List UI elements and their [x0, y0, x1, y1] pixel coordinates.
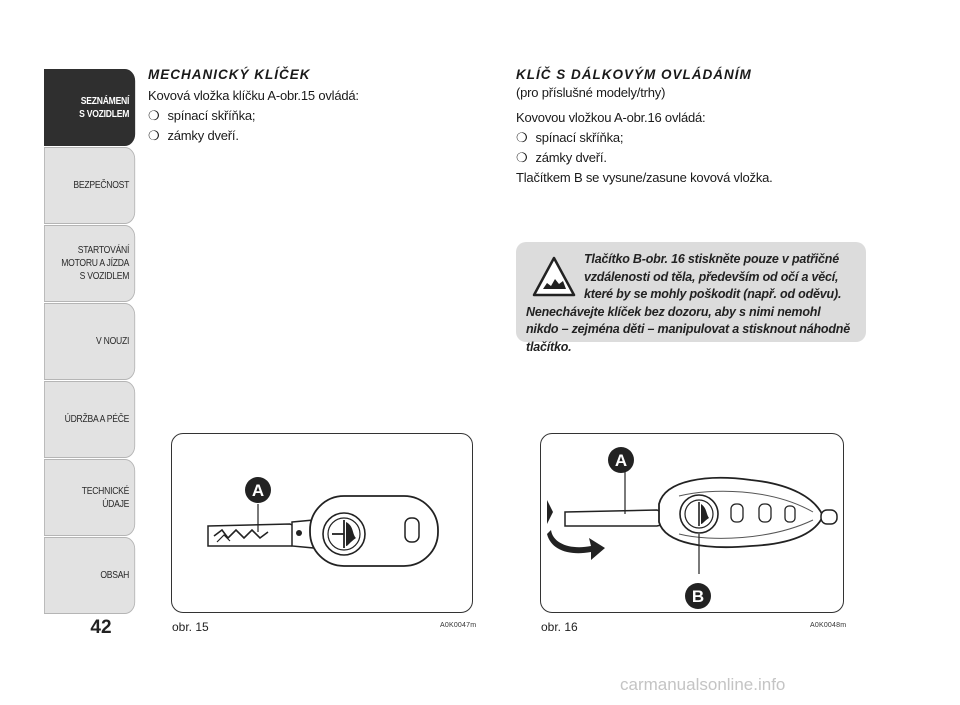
tab-label: V NOUZI: [96, 336, 130, 347]
note-text: Tlačítkem B se vysune/zasune kovová vložka.: [516, 170, 773, 185]
bullet-icon: ❍: [516, 130, 528, 145]
sidebar-tab-startovani[interactable]: [44, 225, 135, 302]
watermark: carmanualsonline.info: [620, 675, 786, 694]
figure-code: A0K0047m: [440, 622, 477, 629]
callout-label: B: [691, 587, 705, 606]
list-item: [516, 148, 866, 168]
bullet-icon: ❍: [148, 128, 160, 143]
callout-label: A: [614, 451, 628, 470]
intro-text: Kovová vložka klíčku A-obr.15 ovládá:: [148, 88, 359, 103]
warning-triangle-icon: [532, 255, 576, 299]
callout-label: A: [251, 481, 265, 500]
section-heading: MECHANICKÝ KLÍČEK: [148, 67, 311, 82]
list-item: [148, 126, 478, 146]
sidebar-tab-udrzba[interactable]: [44, 381, 135, 458]
figure-code: A0K0048m: [810, 622, 847, 629]
section-mechanical-key: [148, 66, 478, 146]
figure-remote-key: [540, 433, 844, 613]
figure-caption: obr. 15: [172, 620, 209, 634]
bullet-icon: ❍: [516, 150, 528, 165]
warning-box: [516, 242, 866, 354]
tab-label: STARTOVÁNÍ MOTORU A JÍZDA S VOZIDLEM: [61, 245, 130, 282]
sidebar-tab-technicke[interactable]: [44, 459, 135, 536]
tab-label: SEZNÁMENÍ S VOZIDLEM: [79, 95, 130, 120]
list-item: [516, 128, 866, 148]
tab-label: ÚDRŽBA A PÉČE: [64, 414, 130, 425]
figure-caption: obr. 16: [541, 620, 578, 634]
list-item-text: spínací skříňka;: [535, 130, 624, 145]
sidebar-tab-obsah[interactable]: [44, 537, 135, 614]
list-item-text: zámky dveří.: [535, 150, 607, 165]
list-item-text: zámky dveří.: [167, 128, 239, 143]
sidebar-tab-bezpecnost[interactable]: [44, 147, 135, 224]
list-item-text: spínací skříňka;: [167, 108, 256, 123]
tab-label: OBSAH: [100, 570, 130, 581]
section-remote-key: [516, 66, 866, 188]
list-item: [148, 106, 478, 126]
sidebar-tab-seznameni[interactable]: [44, 69, 135, 146]
mechanical-key-illustration: [172, 434, 471, 611]
section-heading: KLÍČ S DÁLKOVÝM OVLÁDÁNÍM: [516, 67, 752, 82]
page-number: 42: [90, 617, 112, 638]
tab-label: TECHNICKÉ ÚDAJE: [81, 485, 130, 510]
tab-label: BEZPEČNOST: [73, 180, 130, 191]
bullet-icon: ❍: [148, 108, 160, 123]
intro-text: Kovovou vložkou A-obr.16 ovládá:: [516, 110, 706, 125]
section-subheading: (pro příslušné modely/trhy): [516, 85, 666, 100]
warning-text: Tlačítko B-obr. 16 stiskněte pouze v patřičné vzdálenosti od těla, především od očí a věcí, které by se mohly poškodit (např. od oděvu). Nenechávejte klíček bez dozoru, aby s nimi nemohl nikdo – zejména děti – manipulovat a stisknout náhodně tlačítko.: [526, 252, 850, 354]
sidebar-tab-v-nouzi[interactable]: [44, 303, 135, 380]
figure-mechanical-key: [171, 433, 473, 613]
remote-key-illustration: [541, 434, 842, 611]
